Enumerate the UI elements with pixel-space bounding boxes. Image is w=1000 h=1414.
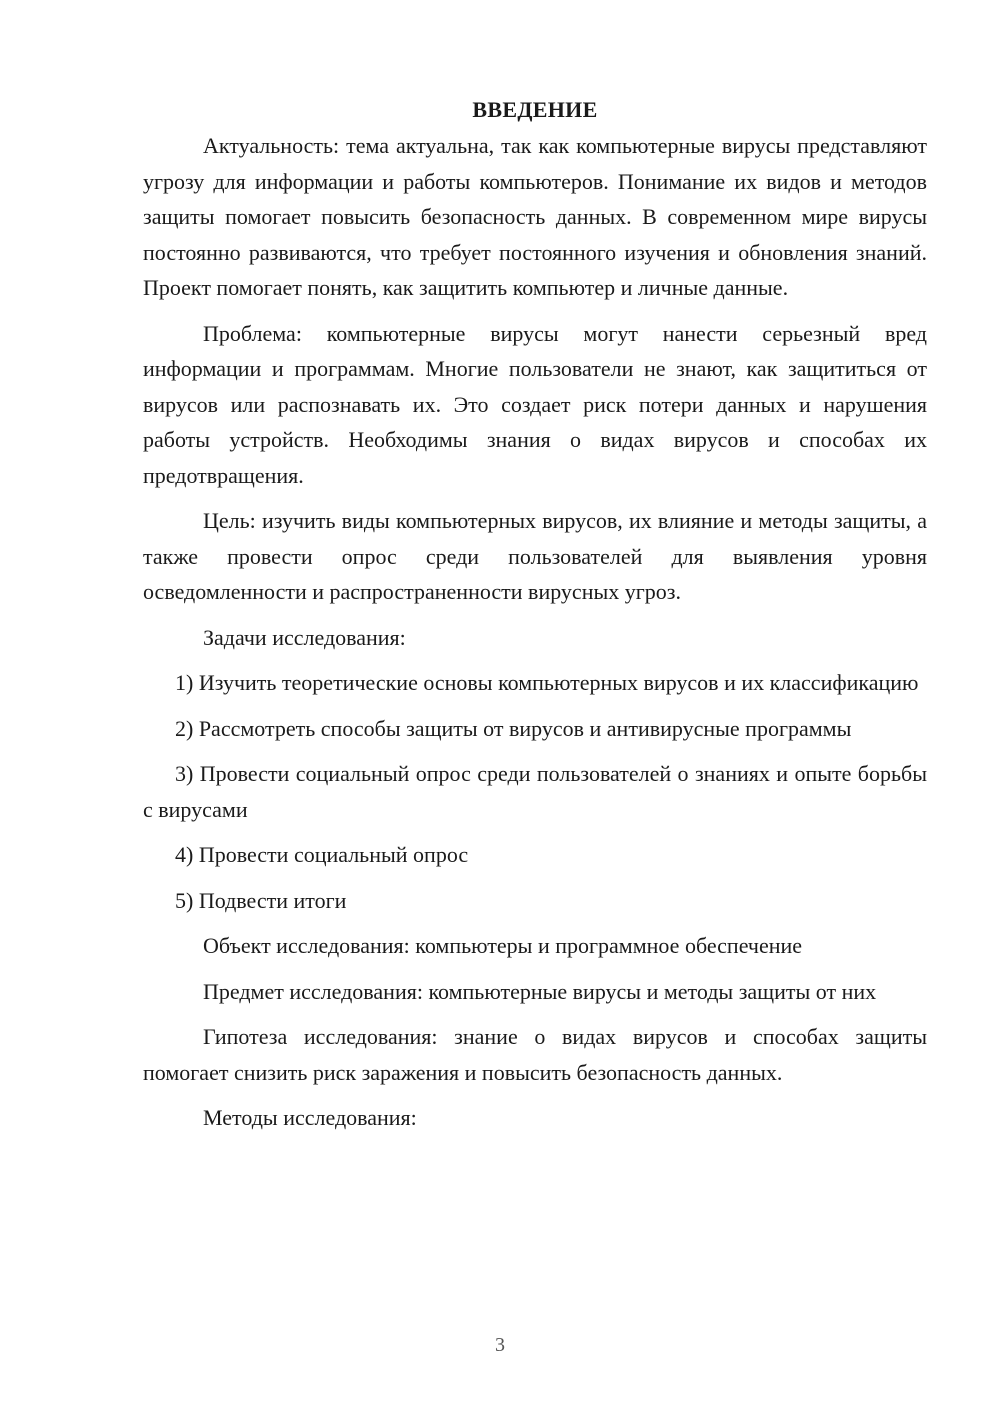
page-number: 3 <box>495 1334 505 1356</box>
task-item-1: 1) Изучить теоретические основы компьютерных вирусов и их классификацию <box>175 670 919 695</box>
task-item-4: 4) Провести социальный опрос <box>175 842 469 867</box>
paragraph-tasks-heading: Задачи исследования: <box>203 624 406 650</box>
task-item-3: 3) Провести социальный опрос среди пользователей о знаниях и опыте борьбы с вирусами <box>143 761 927 822</box>
task-item-5: 5) Подвести итоги <box>175 887 347 913</box>
paragraph-methods: Методы исследования: <box>203 1105 417 1130</box>
paragraph-goal: Цель: изучить виды компьютерных вирусов, их влияние и методы защиты, а также провести опрос среди пользователей для выявления уровня осведомленности и распространенности вирусных угроз. <box>143 508 927 604</box>
paragraph-relevance: Актуальность: тема актуальна, так как компьютерные вирусы представляют угрозу для информации и работы компьютеров. Понимание их видов и методов защиты помогает повысить безопасность данных. В современном мире вирусы постоянно развиваются, что требует постоянного изучения и обновления знаний. Проект помогает понять, как защитить компьютер и личные данные. <box>143 133 927 300</box>
paragraph-problem: Проблема: компьютерные вирусы могут нанести серьезный вред информации и программам. Многие пользователи не знают, как защититься от вирусов или распознавать их. Это создает риск потери данных и нарушения работы устройств. Необходимы знания о видах вирусов и способах их предотвращения. <box>143 320 927 488</box>
paragraph-object: Объект исследования: компьютеры и программное обеспечение <box>203 933 803 958</box>
page-content <box>143 94 927 1136</box>
paragraph-hypothesis: Гипотеза исследования: знание о видах вирусов и способах защиты помогает снизить риск заражения и повысить безопасность данных. <box>143 1024 927 1085</box>
task-item-2: 2) Рассмотреть способы защиты от вирусов и антивирусные программы <box>175 715 852 741</box>
page-title: ВВЕДЕНИЕ <box>472 97 598 122</box>
paragraph-subject: Предмет исследования: компьютерные вирусы и методы защиты от них <box>203 978 877 1004</box>
